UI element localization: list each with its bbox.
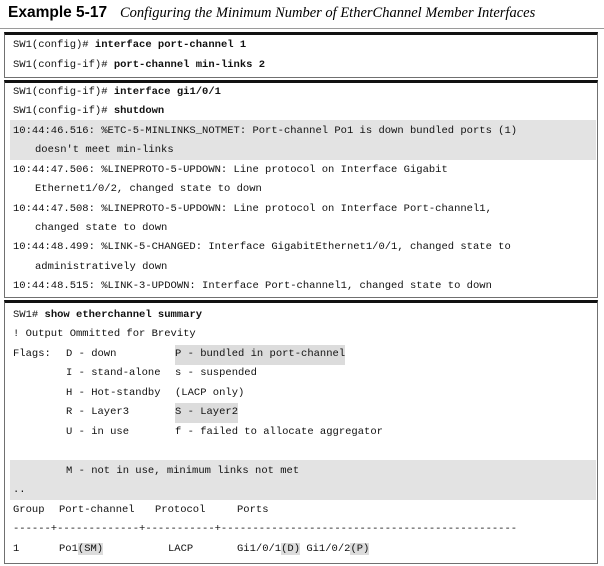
port-channel-flag: (SM) — [77, 543, 104, 555]
example-caption: Configuring the Minimum Number of EtherChannel Member Interfaces — [120, 5, 536, 21]
code-block-3 — [4, 300, 598, 564]
code-line — [13, 56, 265, 76]
flag-desc: s - suspended — [175, 367, 257, 379]
flag-desc: f - failed to allocate aggregator — [175, 426, 383, 438]
flag-desc: U - in use — [66, 426, 130, 438]
code-line — [13, 83, 221, 103]
ellipsis-line: .. — [13, 484, 26, 496]
log-line: changed state to down — [35, 222, 168, 234]
log-line: 10:44:48.499: %LINK-5-CHANGED: Interface GigabitEthernet1/0/1, changed state to — [13, 241, 511, 253]
log-line: 10:44:46.516: %ETC-5-MINLINKS_NOTMET: Port-channel Po1 is down bundled ports (1) — [13, 125, 518, 137]
command: shutdown — [113, 105, 165, 117]
flag-desc: R - Layer3 — [66, 406, 130, 418]
table-cell-group: 1 — [13, 543, 20, 555]
log-line: 10:44:47.506: %LINEPROTO-5-UPDOWN: Line protocol on Interface Gigabit — [13, 164, 448, 176]
table-cell-port-channel — [59, 540, 103, 560]
prompt: SW1(config)# — [13, 39, 95, 51]
code-line — [13, 36, 246, 56]
table-header-group: Group — [13, 504, 45, 516]
prompt: SW1(config-if)# — [13, 59, 114, 71]
table-divider: ------+-------------+-----------+----------------------------------------------- — [13, 523, 518, 535]
example-number: Example 5-17 — [8, 4, 108, 21]
comment-line: ! Output Ommitted for Brevity — [13, 328, 196, 340]
code-block-1 — [4, 32, 598, 78]
command: interface port-channel 1 — [94, 39, 247, 51]
command: show etherchannel summary — [44, 309, 203, 321]
table-cell-protocol: LACP — [168, 543, 194, 555]
flag-desc: P - bundled in port-channel — [175, 345, 345, 365]
flag-desc: I - stand-alone — [66, 367, 161, 379]
command: port-channel min-links 2 — [113, 59, 266, 71]
log-line: Ethernet1/0/2, changed state to down — [35, 183, 262, 195]
command: interface gi1/0/1 — [113, 86, 221, 98]
log-line: doesn't meet min-links — [35, 144, 174, 156]
port-name: Gi1/0/1 — [237, 543, 282, 555]
example-header — [0, 0, 604, 29]
code-line — [13, 306, 202, 326]
prompt: SW1(config-if)# — [13, 86, 114, 98]
table-header-protocol: Protocol — [155, 504, 206, 516]
table-cell-ports — [237, 540, 369, 560]
table-header-ports: Ports — [237, 504, 269, 516]
code-line — [13, 102, 164, 122]
prompt: SW1(config-if)# — [13, 105, 114, 117]
port-name: Gi1/0/2 — [306, 543, 351, 555]
log-line: 10:44:48.515: %LINK-3-UPDOWN: Interface Port-channel1, changed state to down — [13, 280, 492, 292]
log-line: administratively down — [35, 261, 168, 273]
flag-desc: S - Layer2 — [175, 403, 238, 423]
log-line: 10:44:47.508: %LINEPROTO-5-UPDOWN: Line protocol on Interface Port-channel1, — [13, 203, 492, 215]
flag-desc: D - down — [66, 348, 117, 360]
flag-desc: M - not in use, minimum links not met — [66, 465, 300, 477]
port-flag: (P) — [350, 543, 370, 555]
table-header-port-channel: Port-channel — [59, 504, 135, 516]
flag-desc: H - Hot-standby — [66, 387, 161, 399]
port-flag: (D) — [281, 543, 301, 555]
port-channel-name: Po1 — [59, 543, 78, 555]
prompt: SW1# — [13, 309, 45, 321]
flags-label: Flags: — [13, 348, 51, 360]
code-block-2 — [4, 80, 598, 298]
flag-desc: (LACP only) — [175, 387, 245, 399]
